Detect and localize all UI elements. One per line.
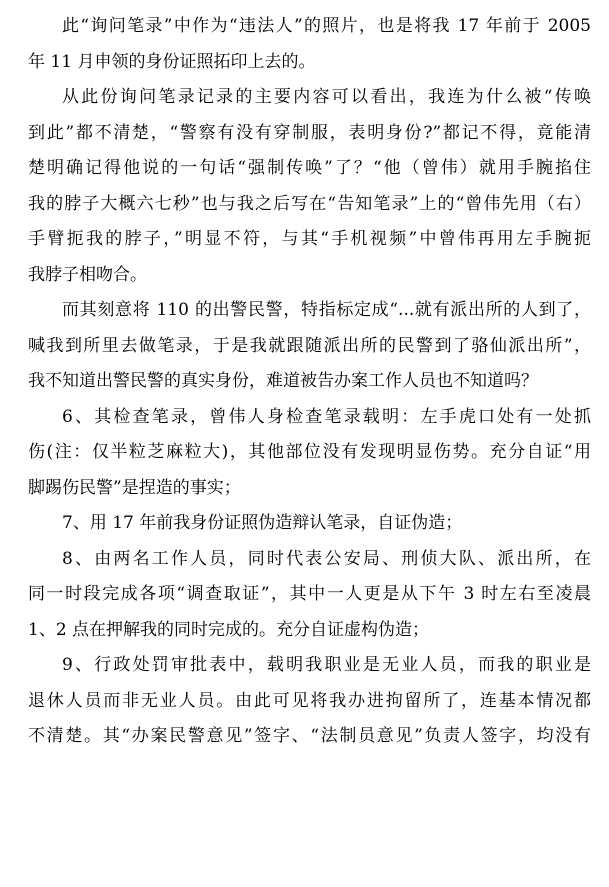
text-line: 7、用 17 年前我身份证照伪造辩认笔录，自证伪造； <box>62 513 463 533</box>
text-line: 不清楚。其“办案民警意见”签字、“法制员意见”负责人签字，均没有 <box>28 726 591 746</box>
paragraph-photo-claim <box>28 9 591 80</box>
text-line: 年 11 月申领的身份证照拓印上去的。 <box>28 51 316 72</box>
paragraph-item-9 <box>28 648 591 755</box>
paragraph-item-7 <box>28 506 591 542</box>
text-line: 我的脖子大概六七秒”也与我之后写在“告知笔录”上的“曾伟先用（右） <box>28 193 591 214</box>
paragraph-item-8 <box>28 542 591 649</box>
text-line: 手臂扼我的脖子，”明显不符，与其“手机视频”中曾伟再用左手腕扼 <box>28 229 591 249</box>
text-line: 我不知道出警民警的真实身份，难道被告办案工作人员也不知道吗？ <box>28 371 538 391</box>
text-line: 此“询问笔录”中作为“违法人”的照片，也是将我 17 年前于 2005 <box>62 16 591 36</box>
text-line: 楚明确记得他说的一句话“强制传唤”了？“他（曾伟）就用手腕掐住 <box>28 158 591 178</box>
text-line: 1、2 点在押解我的同时完成的。充分自证虚构伪造； <box>28 619 430 640</box>
text-line: 9、行政处罚审批表中，载明我职业是无业人员，而我的职业是 <box>62 655 591 675</box>
text-line: 到此”都不清楚，“警察有没有穿制服，表明身份?”都记不得，竟能清 <box>28 122 591 143</box>
paragraph-item-6 <box>28 400 591 507</box>
text-line: 从此份询问笔录记录的主要内容可以看出，我连为什么被“传唤 <box>62 87 591 107</box>
text-line: 退休人员而非无业人员。由此可见将我办进拘留所了，连基本情况都 <box>28 690 591 711</box>
text-line: 同一时段完成各项“调查取证”，其中一人更是从下午 3 时左右至凌晨 <box>28 584 591 604</box>
text-line: 伤(注：仅半粒芝麻粒大)，其他部位没有发现明显伤势。充分自证“用 <box>28 442 591 462</box>
text-line: 喊我到所里去做笔录，于是我就跟随派出所的民警到了骆仙派出所”， <box>28 335 591 356</box>
paragraph-110-police <box>28 293 591 400</box>
text-line: 脚踢伤民警”是捏造的事实； <box>28 477 241 498</box>
text-line: 8、由两名工作人员，同时代表公安局、刑侦大队、派出所，在 <box>62 548 591 569</box>
paragraph-interrogation-record <box>28 80 591 293</box>
text-line: 我脖子相吻合。 <box>28 264 147 285</box>
text-line: 而其刻意将 110 的出警民警，特指标定成“...就有派出所的人到了， <box>62 300 591 320</box>
text-line: 6、其检查笔录，曾伟人身检查笔录载明：左手虎口处有一处抓 <box>62 406 591 427</box>
